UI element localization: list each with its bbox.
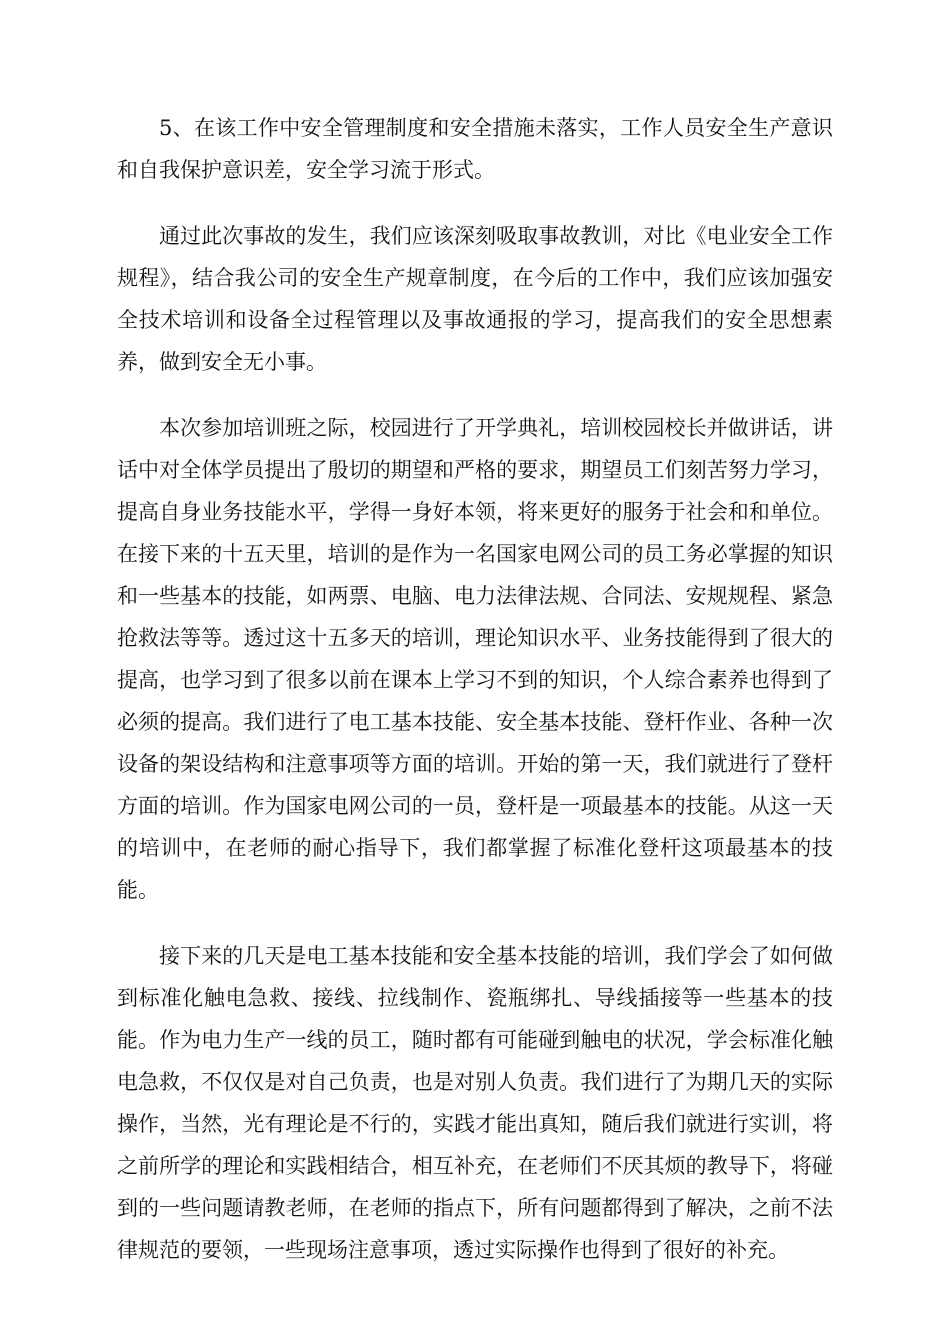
document-body xyxy=(117,107,833,1271)
paragraph-training-overview: 本次参加培训班之际，校园进行了开学典礼，培训校园校长并做讲话，讲话中对全体学员提出了殷切的期望和严格的要求，期望员工们刻苦努力学习，提高自身业务技能水平，学得一身好本领，将来更好的服务于社会和和单位。在接下来的十五天里，培训的是作为一名国家电网公司的员工务必掌握的知识和一些基本的技能，如两票、电脑、电力法律法规、合同法、安规规程、紧急抢救法等等。透过这十五多天的培训，理论知识水平、业务技能得到了很大的提高，也学习到了很多以前在课本上学习不到的知识，个人综合素养也得到了必须的提高。我们进行了电工基本技能、安全基本技能、登杆作业、各种一次设备的架设结构和注意事项等方面的培训。开始的第一天，我们就进行了登杆方面的培训。作为国家电网公司的一员，登杆是一项最基本的技能。从这一天的培训中，在老师的耐心指导下，我们都掌握了标准化登杆这项最基本的技能。 xyxy=(117,416,833,902)
paragraph-lessons: 通过此次事故的发生，我们应该深刻吸取事故教训，对比《电业安全工作规程》，结合我公司的安全生产规章制度，在今后的工作中，我们应该加强安全技术培训和设备全过程管理以及事故通报的学习，提高我们的安全思想素养，做到安全无小事。 xyxy=(117,224,833,374)
paragraph-item-5: 5、在该工作中安全管理制度和安全措施未落实，工作人员安全生产意识和自我保护意识差，安全学习流于形式。 xyxy=(117,116,833,182)
paragraph-practical-training: 接下来的几天是电工基本技能和安全基本技能的培训，我们学会了如何做到标准化触电急救、接线、拉线制作、瓷瓶绑扎、导线插接等一些基本的技能。作为电力生产一线的员工，随时都有可能碰到触电的状况，学会标准化触电急救，不仅仅是对自己负责，也是对别人负责。我们进行了为期几天的实际操作，当然，光有理论是不行的，实践才能出真知，随后我们就进行实训，将之前所学的理论和实践相结合，相互补充，在老师们不厌其烦的教导下，将碰到的一些问题请教老师，在老师的指点下，所有问题都得到了解决，之前不法律规范的要领，一些现场注意事项，透过实际操作也得到了很好的补充。 xyxy=(117,944,833,1262)
